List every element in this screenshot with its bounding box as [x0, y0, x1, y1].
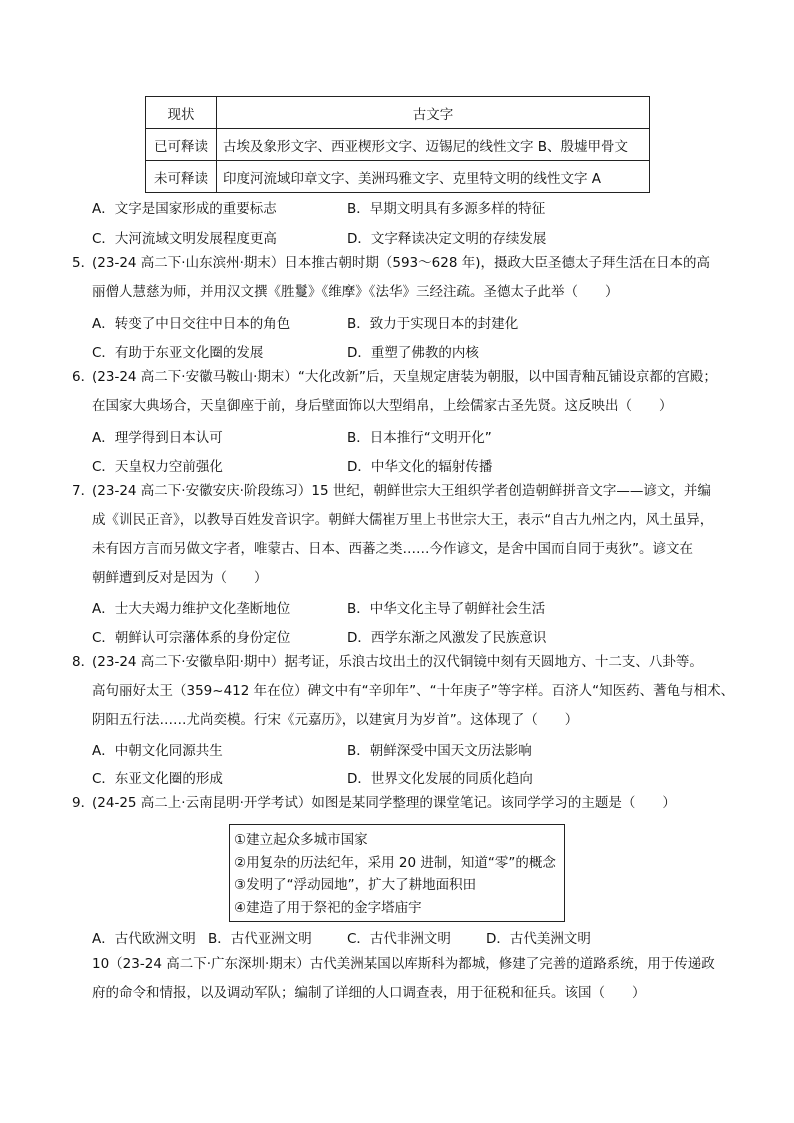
table-cell: 印度河流域印章文字、美洲玛雅文字、克里特文明的线性文字 A [217, 161, 650, 193]
question-number: 6． [72, 369, 95, 385]
question-line: 阴阳五行法……尤尚奕模。行宋《元嘉历》，以建寅月为岁首”。这体现了（ ） [92, 712, 579, 728]
table-cell: 古埃及象形文字、西亚楔形文字、迈锡尼的线性文字 B、殷墟甲骨文 [217, 129, 650, 161]
q7-option-a: A．士大夫竭力维护文化垄断地位 [92, 601, 291, 617]
q8-option-c: C．东亚文化圈的形成 [92, 771, 223, 787]
question-number: 8． [72, 654, 95, 670]
q6-option-c: C．天皇权力空前强化 [92, 459, 223, 475]
question-number: 7． [72, 483, 95, 499]
q8-option-d: D．世界文化发展的同质化趋向 [347, 771, 533, 787]
question-line: 高句丽好太王（359~412 年在位）碑文中有“辛卯年”、“十年庚子”等字样。百济人“知医药、蓍龟与相术、 [92, 683, 735, 699]
q5-option-d: D．重塑了佛教的内核 [347, 345, 479, 361]
question-line: 府的命令和情报，以及调动军队；编制了详细的人口调查表，用于征税和征兵。该国（ ） [92, 985, 646, 1001]
q9-option-b: B．古代亚洲文明 [208, 931, 312, 947]
question-number: 5． [72, 255, 95, 271]
question-8 [72, 648, 735, 735]
question-line: 丽僧人慧慈为师，并用汉文撰《胜鬘》《维摩》《法华》三经注疏。圣德太子此举（ ） [92, 284, 619, 300]
table-header-row [146, 97, 650, 129]
question-line: (24-25 高二上·云南昆明·开学考试）如图是某同学整理的课堂笔记。该同学学习的主题是（ ） [92, 795, 676, 811]
script-status-table [145, 96, 650, 193]
q4-option-b: B．早期文明具有多源多样的特征 [347, 201, 546, 217]
q5-option-b: B．致力于实现日本的封建化 [347, 316, 519, 332]
q5-option-c: C．有助于东亚文化圈的发展 [92, 345, 264, 361]
q7-option-c: C．朝鲜认可宗藩体系的身份定位 [92, 630, 291, 646]
question-line: 朝鲜遭到反对是因为（ ） [92, 570, 268, 586]
question-line: 成《训民正音》，以教导百姓发音识字。朝鲜大儒崔万里上书世宗大王，表示“自古九州之内，风土虽异， [92, 512, 714, 528]
table-header-cell: 现状 [146, 97, 217, 129]
question-line: (23-24 高二下·安徽马鞍山·期末）“大化改新”后，天皇规定唐装为朝服，以中国青釉瓦铺设京都的宫殿； [92, 369, 717, 385]
question-10 [92, 950, 732, 1008]
q7-option-d: D．西学东渐之风激发了民族意识 [347, 630, 547, 646]
note-item: ①建立起众多城市国家 [234, 832, 368, 848]
q4-option-c: C．大河流域文明发展程度更高 [92, 231, 277, 247]
question-line: 10（23-24 高二下·广东深圳·期末）古代美洲某国以库斯科为都城，修建了完善的道路系统，用于传递政 [92, 956, 715, 972]
q8-option-a: A．中朝文化同源共生 [92, 743, 223, 759]
table-row [146, 129, 650, 161]
table-cell: 已可释读 [146, 129, 217, 161]
q6-option-a: A．理学得到日本认可 [92, 430, 223, 446]
q8-option-b: B．朝鲜深受中国天文历法影响 [347, 743, 532, 759]
table-cell: 未可释读 [146, 161, 217, 193]
question-line: (23-24 高二下·安徽阜阳·期中）据考证，乐浪古坟出土的汉代铜镜中刻有天圆地方、十二支、八卦等。 [92, 654, 703, 670]
q4-option-a: A．文字是国家形成的重要标志 [92, 201, 277, 217]
note-item: ④建造了用于祭祀的金字塔庙宇 [234, 899, 422, 916]
question-6 [72, 363, 732, 421]
q7-option-b: B．中华文化主导了朝鲜社会生活 [347, 601, 546, 617]
q9-option-a: A．古代欧洲文明 [92, 931, 196, 947]
q6-option-d: D．中华文化的辐射传播 [347, 459, 493, 475]
question-line: (23-24 高二下·山东滨州·期末）日本推古朝时期（593～628 年)，摄政大臣圣德太子拜生活在日本的高 [92, 255, 710, 271]
question-5 [72, 249, 732, 307]
note-item: ②用复杂的历法纪年，采用 20 进制，知道“零”的概念 [234, 854, 556, 871]
question-number: 9． [72, 795, 95, 811]
question-9 [72, 789, 732, 818]
question-line: 未有因方言而另做文字者，唯蒙古、日本、西蕃之类……今作谚文，是舍中国而自同于夷狄”。谚文在 [92, 541, 693, 557]
question-line: 在国家大典场合，天皇御座于前，身后壁面饰以大型绢帛，上绘儒家古圣先贤。这反映出（ ） [92, 398, 673, 414]
note-item: ③发明了“浮动园地”，扩大了耕地面积田 [234, 877, 477, 893]
table-row [146, 161, 650, 193]
table-header-cell: 古文字 [217, 97, 650, 129]
q4-option-d: D．文字释读决定文明的存续发展 [347, 231, 547, 247]
q5-option-a: A．转变了中日交往中日本的角色 [92, 316, 291, 332]
class-notes-box [229, 824, 565, 922]
q9-option-d: D．古代美洲文明 [486, 931, 591, 947]
question-7 [72, 477, 732, 593]
q6-option-b: B．日本推行“文明开化” [347, 430, 492, 446]
q9-option-c: C．古代非洲文明 [347, 931, 451, 947]
question-line: (23-24 高二下·安徽安庆·阶段练习）15 世纪，朝鲜世宗大王组织学者创造朝鲜拼音文字——谚文，并编 [92, 483, 711, 499]
